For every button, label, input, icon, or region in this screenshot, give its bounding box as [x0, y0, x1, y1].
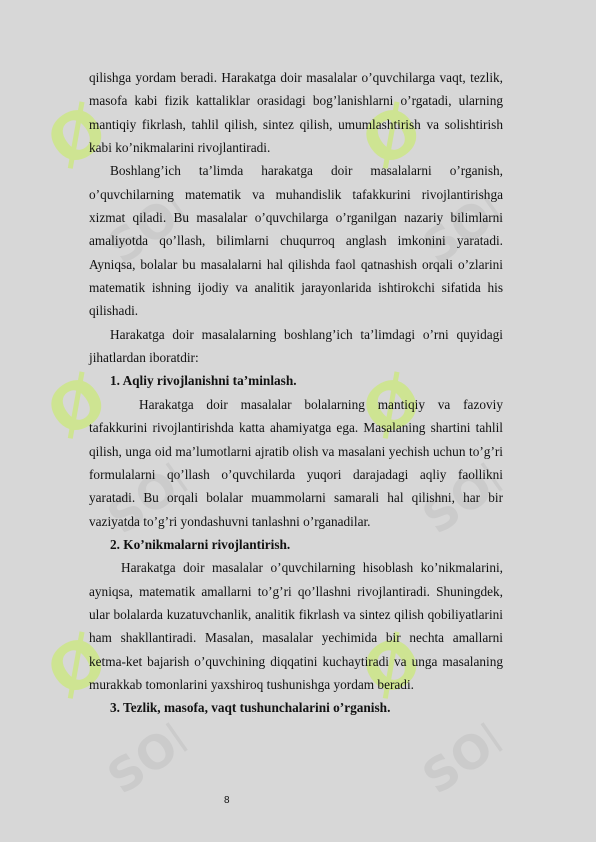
section-heading: 3. Tezlik, masofa, vaqt tushunchalarini o’rganish. [110, 700, 391, 716]
document-body [89, 66, 503, 720]
svg-text:SOFT: SOFT [97, 422, 211, 545]
svg-text:Ø: Ø [34, 91, 122, 183]
section-heading: 1. Aqliy rivojlanishni ta’minlash. [110, 373, 297, 389]
svg-text:Ø: Ø [34, 621, 122, 713]
section-body: Harakatga doir masalalar bolalarning mantiqiy va fazoviy tafakkurini rivojlantirishda katta ahamiyatga ega. Masalaning shartini tahlil qilish, unga oid ma’lumotlarni ajratib olish va masalani yechish uchun to’g’ri formulalarni qo’llash o’quvchilarda yuqori darajadagi aqliy faollikni yaratadi. Bu orqali bolalar muammolarni samarali hal qilishni, har bir vaziyatda to’g’ri yondashuvni tanlashni o’rganadilar. [89, 396, 503, 529]
svg-text:SOFT: SOFT [97, 152, 211, 275]
svg-text:Ø: Ø [34, 361, 122, 453]
paragraph: Harakatga doir masalalarning boshlang’ich ta’limdagi o’rni quyidagi jihatlardan iboratdir: [89, 326, 503, 366]
paragraph: qilishga yordam beradi. Harakatga doir masalalar o’quvchilarga vaqt, tezlik, masofa kabi fizik kattaliklar orasidagi bog’lanishlarni o’rgatadi, ularning mantiqiy fikrlash, tahlil qilish, sintez qilish, umumlashtirish va solishtirish kabi ko’nikmalarini rivojlantiradi. [89, 70, 503, 156]
paragraph: Boshlang’ich ta’limda harakatga doir masalalarni o’rganish, o’quvchilarning matematik va muhandislik tafakkurini rivojlantirishga xizmat qiladi. Bu masalalar o’quvchilarga o’rganilgan nazariy bilimlarni amaliyotda qo’llash, bilimlarni chuqurroq anglash imkonini yaratadi. Ayniqsa, bolalar bu masalalarni hal qilishda faol qatnashish orqali o’zlarini matematik ishning ijodiy va analitik jarayonlarida ishtirokchi sifatida his qilishadi. [89, 163, 503, 319]
svg-text:Ø: Ø [349, 91, 437, 183]
svg-text:SOFT: SOFT [412, 682, 526, 805]
svg-text:Ø: Ø [349, 361, 437, 453]
svg-text:Ø: Ø [349, 621, 437, 713]
svg-text:SOFT: SOFT [412, 422, 526, 545]
page-number: 8 [224, 795, 230, 806]
section-body: Harakatga doir masalalar o’quvchilarning hisoblash ko’nikmalarini, ayniqsa, matematik amallarni to’g’ri qo’llashni rivojlantiradi. Shuningdek, ular bolalarda kuzatuvchanlik, analitik fikrlash va sintez qilish qobiliyatlarini ham shakllantiradi. Masalan, masalalar yechimida bir nechta amallarni ketma-ket bajarish o’quvchining diqqatini kuchaytiradi va unga masalaning murakkab tomonlarini yaxshiroq tushunishga yordam beradi. [89, 560, 503, 692]
svg-text:SOFT: SOFT [97, 682, 211, 805]
svg-text:SOFT: SOFT [412, 152, 526, 275]
section-heading: 2. Ko’nikmalarni rivojlantirish. [110, 536, 291, 552]
